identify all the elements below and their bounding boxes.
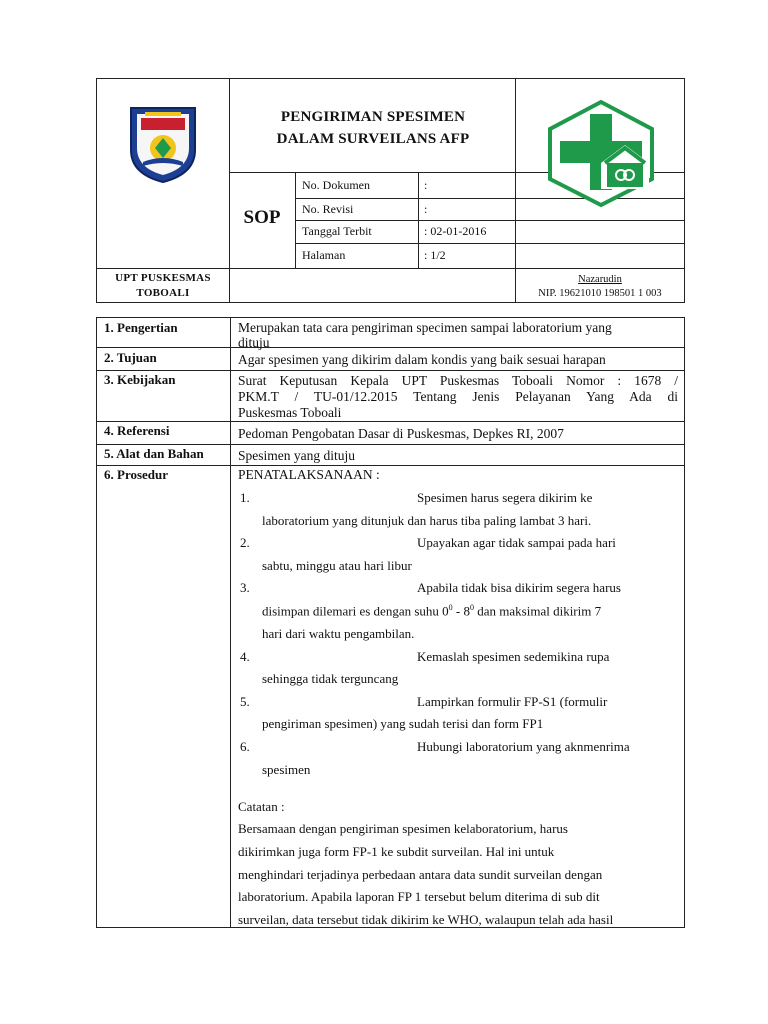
text-fragment: dan maksimal dikirim 7 <box>474 603 602 619</box>
organization-line: UPT PUSKESMAS <box>115 272 211 284</box>
content-line: Surat Keputusan Kepala UPT Puskesmas Toboali Nomor : 1678 / <box>238 373 678 388</box>
step-text: laboratorium yang ditunjuk dan harus tiba paling lambat 3 hari. <box>262 513 592 528</box>
title-line: DALAM SURVEILANS AFP <box>276 131 470 147</box>
regency-crest-logo <box>127 104 199 184</box>
step-text: Apabila tidak bisa dikirim segera harus <box>417 580 621 595</box>
step-text: spesimen <box>262 762 311 777</box>
meta-value: : 02-01-2016 <box>424 224 487 238</box>
text-fragment: - 8 <box>452 603 471 619</box>
content-line: Merupakan tata cara pengiriman specimen sampai laboratorium yang <box>238 320 612 335</box>
meta-divider <box>295 220 685 221</box>
step-number: 5. <box>240 694 250 709</box>
row-label-pengertian: 1. Pengertian <box>104 320 178 335</box>
sop-label: SOP <box>243 207 281 228</box>
meta-value: : <box>424 178 428 192</box>
step-text: Spesimen harus segera dikirim ke <box>417 490 593 505</box>
row-content-alat-bahan: Spesimen yang dituju <box>238 448 355 463</box>
signer-block <box>516 273 684 301</box>
table-clip-mask <box>97 927 684 939</box>
step-text: Hubungi laboratorium yang aknmenrima <box>417 739 630 754</box>
step-number: 2. <box>240 535 250 550</box>
table-bottom-border <box>96 927 685 928</box>
catatan-line: surveilan, data tersebut tidak dikirim ke WHO, walaupun telah ada hasil <box>238 912 614 927</box>
step-text: sehingga tidak terguncang <box>262 671 399 686</box>
step-text: Kemaslah spesimen sedemikina rupa <box>417 649 610 664</box>
organization-line: TOBOALI <box>136 287 190 299</box>
catatan-line: menghindari terjadinya perbedaan antara data sundit surveilan dengan <box>238 867 603 882</box>
table-column-divider <box>230 317 231 928</box>
table-row-divider <box>96 421 685 422</box>
row-label-kebijakan: 3. Kebijakan <box>104 372 176 387</box>
table-row-divider <box>96 465 685 466</box>
meta-label: Tanggal Terbit <box>302 224 372 238</box>
step-text: sabtu, minggu atau hari libur <box>262 558 412 573</box>
row-content-kebijakan <box>238 373 678 421</box>
table-row-divider <box>96 444 685 445</box>
content-line: dituju <box>238 335 270 350</box>
row-label-referensi: 4. Referensi <box>104 423 170 438</box>
step-text: pengiriman spesimen) yang sudah terisi dan form FP1 <box>262 716 544 731</box>
meta-label: Halaman <box>302 248 346 262</box>
catatan-line: Bersamaan dengan pengiriman spesimen kelaboratorium, harus <box>238 821 568 836</box>
meta-divider <box>295 243 685 244</box>
row-label-alat-bahan: 5. Alat dan Bahan <box>104 446 204 461</box>
prosedur-heading: PENATALAKSANAAN : <box>238 467 380 482</box>
step-number: 1. <box>240 490 250 505</box>
meta-label: No. Dokumen <box>302 178 370 192</box>
document-title <box>232 106 514 150</box>
step-text: hari dari waktu pengambilan. <box>262 626 415 641</box>
row-content-pengertian <box>238 320 678 350</box>
title-line: PENGIRIMAN SPESIMEN <box>280 109 466 125</box>
row-content-referensi: Pedoman Pengobatan Dasar di Puskesmas, Depkes RI, 2007 <box>238 426 564 441</box>
content-line: PKM.T / TU-01/12.2015 Tentang Jenis Pelayanan Yang Ada di <box>238 389 678 404</box>
catatan-line: dikirimkan juga form FP-1 ke subdit surveilan. Hal ini untuk <box>238 844 555 859</box>
step-text <box>262 603 601 619</box>
header-divider <box>515 78 516 303</box>
catatan-line: laboratorium. Apabila laporan FP 1 tersebut belum diterima di sub dit <box>238 889 600 904</box>
header-divider <box>96 268 685 269</box>
row-label-prosedur: 6. Prosedur <box>104 467 169 482</box>
row-content-tujuan: Agar spesimen yang dikirim dalam kondis yang baik sesuai harapan <box>238 352 606 367</box>
degree-superscript: 0 <box>448 603 453 612</box>
degree-superscript: 0 <box>470 603 475 612</box>
organization-name <box>98 271 228 301</box>
text-fragment: disimpan dilemari es dengan suhu 0 <box>262 603 449 619</box>
signer-nip: NIP. 19621010 198501 1 003 <box>538 288 662 299</box>
table-row-divider <box>96 370 685 371</box>
step-number: 6. <box>240 739 250 754</box>
signer-name: Nazarudin <box>578 274 622 285</box>
step-number: 3. <box>240 580 250 595</box>
meta-value: : <box>424 202 428 216</box>
row-label-tujuan: 2. Tujuan <box>104 350 157 365</box>
step-number: 4. <box>240 649 250 664</box>
step-text: Upayakan agar tidak sampai pada hari <box>417 535 616 550</box>
meta-label: No. Revisi <box>302 202 354 216</box>
content-line: Puskesmas Toboali <box>238 405 342 420</box>
header-divider <box>229 78 230 303</box>
step-text: Lampirkan formulir FP-S1 (formulir <box>417 694 608 709</box>
meta-value: : 1/2 <box>424 248 446 262</box>
catatan-label: Catatan : <box>238 799 285 814</box>
puskesmas-logo <box>545 99 657 208</box>
